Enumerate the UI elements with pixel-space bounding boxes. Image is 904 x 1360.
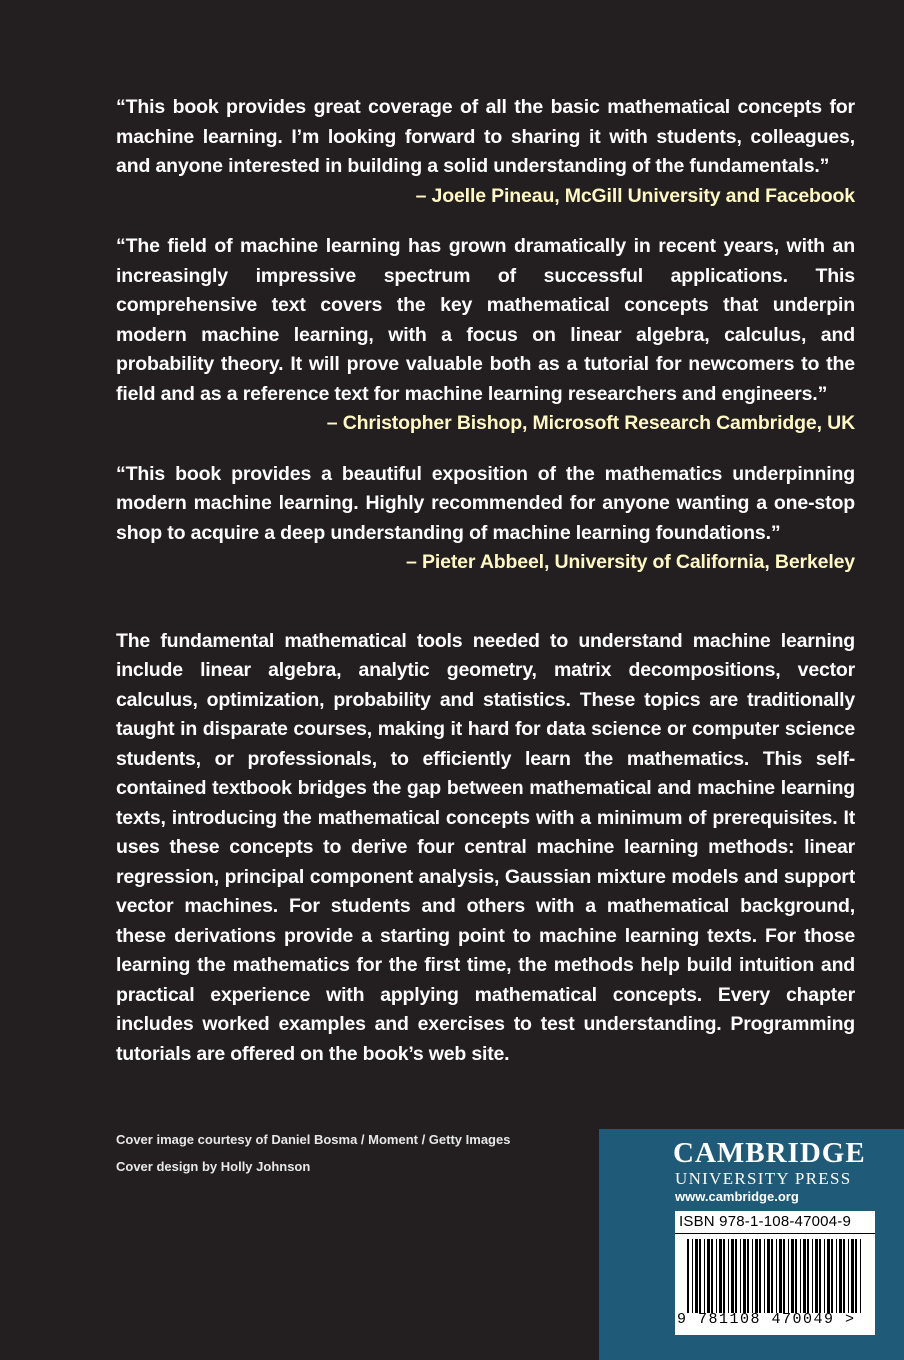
quote-text: “The field of machine learning has grown dramatically in recent years, with an increasingly impressive spectrum of successful applications. This comprehensive text covers the key mathematical concepts that underpin modern machine learning, with a focus on linear algebra, calculus, and probability theory. It will prove valuable both as a tutorial for newcomers to the field and as a reference text for machine learning researchers and engineers.”	[116, 235, 855, 405]
barcode-bar	[723, 1239, 725, 1313]
barcode-bar	[848, 1239, 849, 1313]
quote-block-3	[116, 460, 855, 578]
barcode-bar	[839, 1239, 842, 1313]
book-description: The fundamental mathematical tools needed to understand machine learning include linear algebra, analytic geometry, matrix decompositions, vector calculus, optimization, probability and statistics. These topics are traditionally taught in disparate courses, making it hard for data science or computer science students, or professionals, to efficiently learn the mathematics. This self-contained textbook bridges the gap between mathematical and machine learning texts, introducing the mathematical concepts with a minimum of prerequisites. It uses these concepts to derive four central machine learning methods: linear regression, principal component analysis, Gaussian mixture models and support vector machines. For students and others with a mathematical background, these derivations provide a starting point to machine learning texts. For those learning the mathematics for the first time, the methods help build intuition and practical experience with applying mathematical concepts. Every chapter includes worked examples and exercises to test understanding. Programming tutorials are offered on the book’s web site.	[116, 629, 855, 1065]
barcode-bar	[795, 1239, 797, 1313]
publisher-panel	[599, 1129, 904, 1360]
barcode-bar	[827, 1239, 830, 1313]
barcode-bar	[687, 1239, 689, 1313]
barcode-bar	[728, 1239, 729, 1313]
barcode-bar	[807, 1239, 809, 1313]
barcode-bar	[855, 1239, 857, 1313]
barcode-bar	[800, 1239, 801, 1313]
isbn-label: ISBN 978-1-108-47004-9	[679, 1213, 852, 1230]
barcode-bar	[788, 1239, 789, 1313]
barcode-bar	[767, 1239, 770, 1313]
barcode-bar	[824, 1239, 825, 1313]
barcode-bar	[699, 1239, 701, 1313]
barcode-bar	[755, 1239, 758, 1313]
barcode-bar	[843, 1239, 845, 1313]
barcode-bar	[812, 1239, 813, 1313]
image-credit: Cover image courtesy of Daniel Bosma / Moment / Getty Images	[116, 1132, 511, 1147]
barcode-image	[685, 1239, 865, 1313]
barcode-bar	[735, 1239, 737, 1313]
barcode-bar	[831, 1239, 833, 1313]
barcode-box	[675, 1211, 875, 1335]
quote-attribution: – Christopher Bishop, Microsoft Research Cambridge, UK	[326, 412, 855, 434]
quote-block-2	[116, 232, 855, 439]
quote-attribution: – Joelle Pineau, McGill University and Facebook	[415, 184, 855, 207]
barcode-number: 9 781108 470049 >	[677, 1311, 856, 1328]
barcode-bar	[860, 1239, 861, 1313]
barcode-bar	[759, 1239, 761, 1313]
publisher-logo-subtitle: UNIVERSITY PRESS	[675, 1169, 852, 1188]
barcode-bar	[803, 1239, 806, 1313]
barcode-bar	[776, 1239, 777, 1313]
barcode-bar	[815, 1239, 818, 1313]
barcode-bar	[819, 1239, 821, 1313]
barcode-bar	[771, 1239, 773, 1313]
barcode-bar	[783, 1239, 785, 1313]
barcode-bar	[764, 1239, 765, 1313]
barcode-bar	[695, 1239, 698, 1313]
barcode-bar	[747, 1239, 749, 1313]
quote-text: “This book provides great coverage of all the basic mathematical concepts for machine learning. I’m looking forward to sharing it with students, colleagues, and anyone interested in building a solid understanding of the fundamentals.”	[116, 96, 855, 177]
back-cover-text	[116, 93, 855, 1069]
quote-attribution: – Pieter Abbeel, University of California, Berkeley	[406, 551, 855, 573]
barcode-bar	[707, 1239, 710, 1313]
quote-block-1	[116, 93, 855, 211]
barcode-bar	[719, 1239, 722, 1313]
barcode-bar	[731, 1239, 734, 1313]
cover-credits	[116, 1126, 510, 1180]
barcode-bar	[704, 1239, 705, 1313]
design-credit: Cover design by Holly Johnson	[116, 1159, 311, 1174]
publisher-url: www.cambridge.org	[675, 1189, 799, 1204]
quote-text: “This book provides a beautiful exposition of the mathematics underpinning modern machine learning. Highly recommended for anyone wanting a one-stop shop to acquire a deep understanding of machine learning foundations.”	[116, 462, 855, 544]
barcode-bar	[716, 1239, 717, 1313]
barcode-bar	[711, 1239, 713, 1313]
barcode-bar	[740, 1239, 741, 1313]
isbn-divider	[675, 1233, 875, 1234]
barcode-bar	[752, 1239, 753, 1313]
barcode-bar	[791, 1239, 794, 1313]
barcode-bar	[851, 1239, 854, 1313]
publisher-logo-name: CAMBRIDGE	[673, 1137, 866, 1169]
barcode-bar	[692, 1239, 693, 1313]
barcode-bar	[743, 1239, 746, 1313]
barcode-bar	[836, 1239, 837, 1313]
barcode-bar	[779, 1239, 782, 1313]
